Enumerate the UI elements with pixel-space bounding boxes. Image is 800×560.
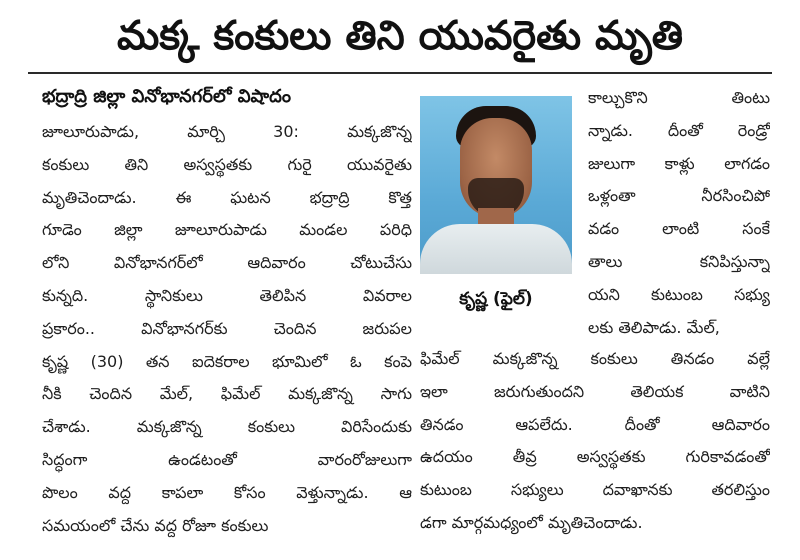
article-text-line: సమయంలో చేను వద్ద రోజూ కంకులు bbox=[42, 515, 269, 535]
article-text-line: సిద్ధంగా ఉండటంతో వారంరోజులుగా bbox=[42, 449, 412, 469]
portrait-photo bbox=[420, 96, 572, 274]
article-text-line: కృష్ణ (30) తన ఐదెకరాల భూమిలో ఓ కంపె bbox=[42, 351, 412, 371]
article-text-line: డగా మార్గమధ్యంలో మృతిచెందాడు. bbox=[420, 512, 643, 532]
article-text-line: లోని వినోభానగర్‌లో ఆదివారం చోటుచేసు bbox=[42, 253, 412, 273]
article-text-line: ఒళ్లంతా నీరసించిపో bbox=[588, 186, 770, 206]
headline: మక్క కంకులు తిని యువరైతు మృతి bbox=[116, 13, 684, 59]
article-text-line: చేశాడు. మక్కజొన్న కంకులు విరిసేందుకు bbox=[42, 417, 412, 437]
article-text-line: లకు తెలిపాడు. మేల్, bbox=[588, 317, 720, 337]
article-text-line: న్నాడు. దీంతో రెండ్రో bbox=[588, 120, 770, 140]
article-right-bottom-column bbox=[420, 343, 770, 540]
article-text-line: ప్రకారం.. వినోభానగర్‌కు చెందిన జరుపల bbox=[42, 318, 412, 338]
article-text-line: కంకులు తిని అస్వస్థతకు గురై యువరైతు bbox=[42, 154, 412, 174]
article-text-line: తాలు కనిపిస్తున్నా bbox=[588, 251, 770, 271]
article-text-line: ఇలా జరుగుతుందని తెలియక వాటిని bbox=[420, 381, 770, 401]
article-left-column bbox=[42, 116, 412, 542]
headline-divider bbox=[28, 72, 772, 74]
article-text-line: కున్నది. స్థానికులు తెలిపిన వివరాల bbox=[42, 285, 412, 305]
article-text-line: ఉదయం తీవ్ర అస్వస్థతకు గురికావడంతో bbox=[420, 447, 770, 467]
article-text-line: గూడెం జిల్లా జూలూరుపాడు మండల పరిధి bbox=[42, 220, 412, 240]
article-text-line: యని కుటుంబ సభ్యు bbox=[588, 284, 770, 304]
article-text-line: ఫిమేల్ మక్కజొన్న కంకులు తినడం వల్లే bbox=[420, 349, 770, 368]
article-text-line: తినడం ఆపలేదు. దీంతో ఆదివారం bbox=[420, 414, 770, 434]
article-text-line: వడం లాంటి సంకే bbox=[588, 219, 770, 239]
article-text-line: పొలం వద్ద కాపలా కోసం వెళ్తున్నాడు. ఆ bbox=[42, 482, 412, 502]
subheadline: భద్రాద్రి జిల్లా వినోభానగర్‌లో విషాదం bbox=[42, 86, 291, 107]
article-text-line: కుటుంబ సభ్యులు దవాఖానకు తరలిస్తుం bbox=[420, 480, 770, 500]
photo-caption: కృష్ణ (ఫైల్) bbox=[459, 289, 533, 309]
article-text-line: నీకి చెందిన మేల్, ఫిమేల్ మక్కజొన్న సాగు bbox=[42, 384, 412, 404]
article-text-line: కాల్చుకొని తింటు bbox=[588, 88, 770, 107]
article-right-top-column bbox=[588, 82, 770, 344]
article-text-line: జులుగా కాళ్లు లాగడం bbox=[588, 153, 770, 173]
article-text-line: జూలూరుపాడు, మార్చి 30: మక్కజొన్న bbox=[42, 122, 412, 141]
article-text-line: మృతిచెందాడు. ఈ ఘటన భద్రాద్రి కొత్త bbox=[42, 187, 412, 207]
